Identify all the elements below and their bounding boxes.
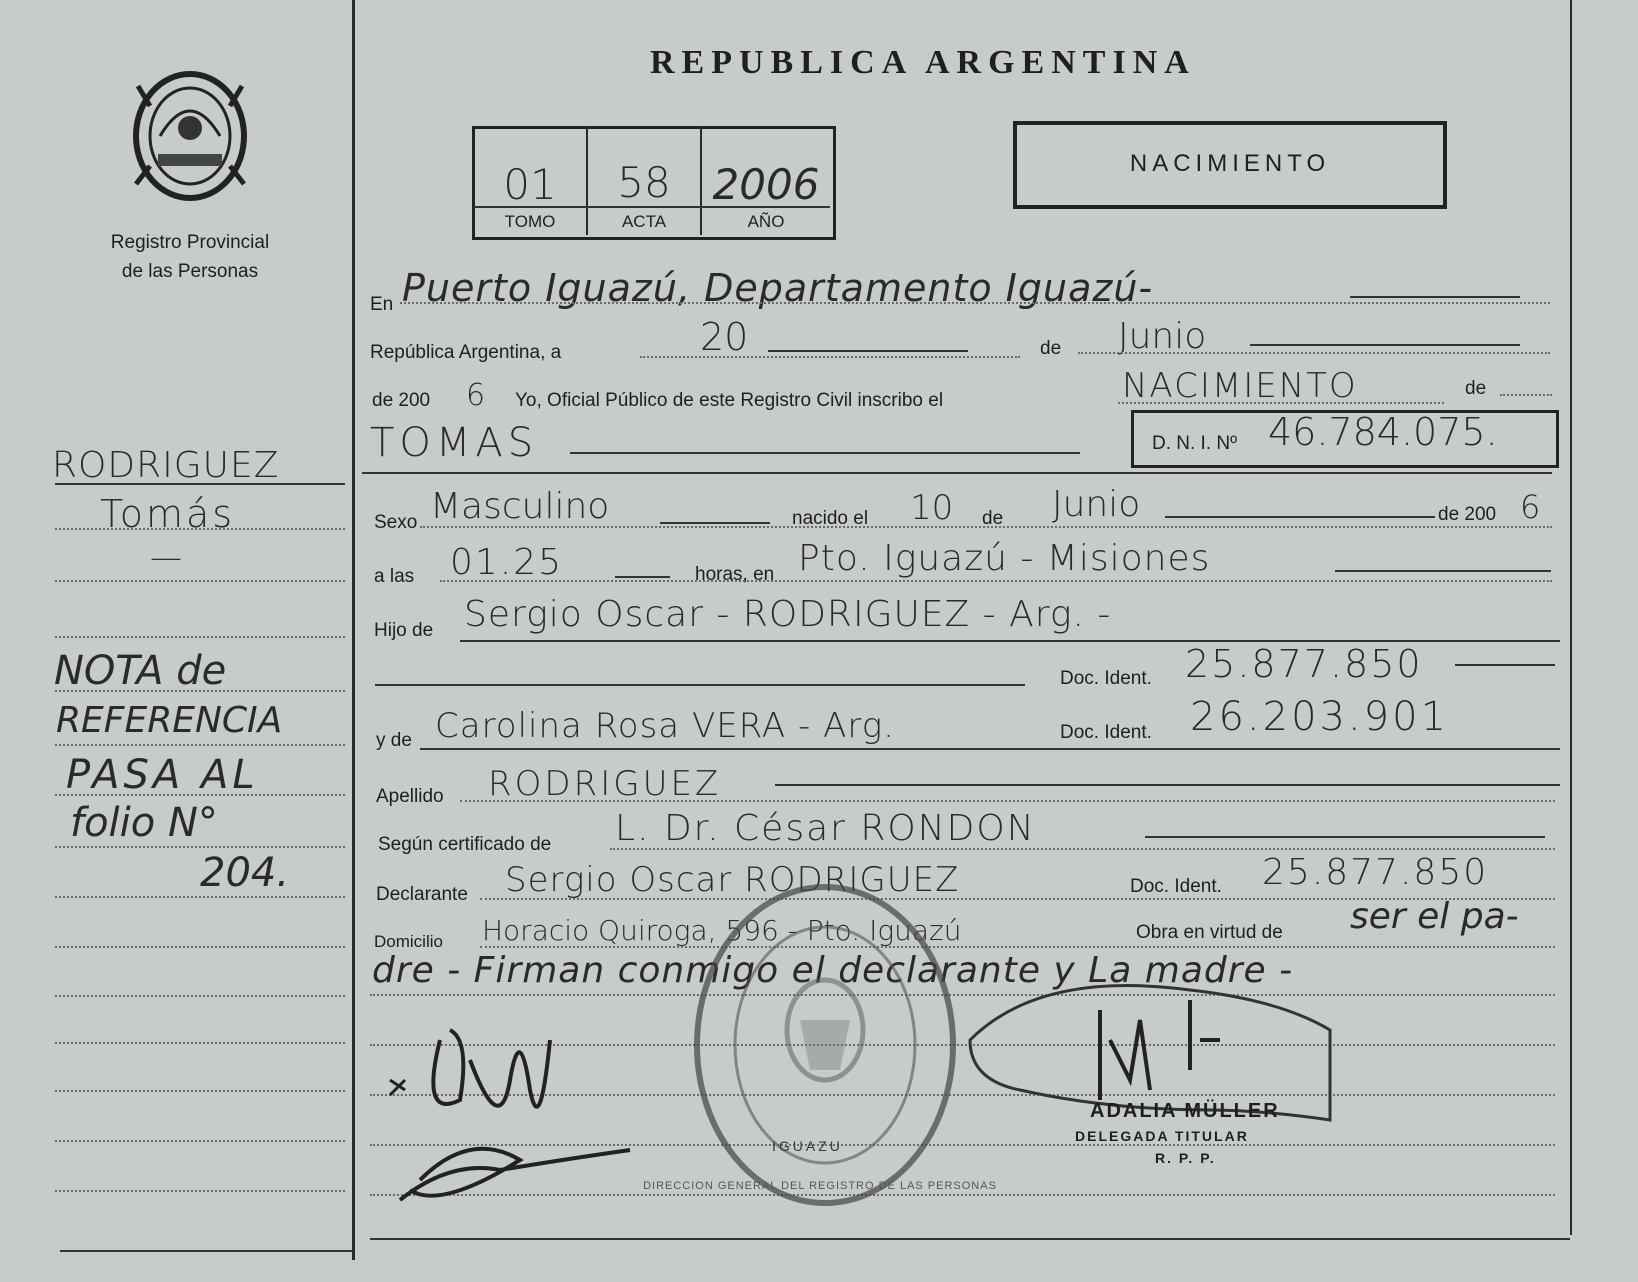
- tomo-label: TOMO: [504, 212, 556, 231]
- officer-title: DELEGADA TITULAR: [1075, 1128, 1249, 1144]
- declarante-doc-value: 25.877.850: [1262, 852, 1489, 893]
- right-border: [1570, 0, 1572, 1235]
- republica-label: República Argentina, a: [370, 342, 562, 363]
- en-label: En: [370, 294, 394, 315]
- father-doc-value: 25.877.850: [1185, 642, 1423, 686]
- margin-given-name: Tomás: [100, 492, 236, 536]
- act-type-dots: [1118, 402, 1444, 404]
- mother-doc-value: 26.203.901: [1190, 694, 1450, 740]
- child-name-value: TOMAS: [370, 420, 539, 466]
- margin-rule: [55, 528, 345, 530]
- mother-doc-label: Doc. Ident.: [1060, 722, 1152, 743]
- section-rule: [362, 472, 1552, 474]
- place-dots: [400, 302, 1550, 304]
- round-seal-city: IGUAZU: [772, 1138, 843, 1154]
- acta-value: 58: [617, 158, 671, 207]
- obra-value: ser el pa-: [1350, 896, 1519, 937]
- margin-surname: RODRIGUEZ: [52, 445, 280, 486]
- domicilio-dots: [480, 946, 1555, 948]
- certificado-value: L. Dr. César RONDON: [615, 808, 1036, 849]
- margin-rule: [55, 896, 345, 898]
- ano-value: 2006: [712, 160, 820, 209]
- place-line: [1350, 296, 1520, 298]
- margin-note-line5: 204.: [200, 850, 290, 896]
- margin-underline: [55, 483, 345, 485]
- declarante-doc-label: Doc. Ident.: [1130, 876, 1222, 897]
- father-value: Sergio Oscar - RODRIGUEZ - Arg. -: [464, 594, 1112, 635]
- father-line-2: [375, 684, 1025, 686]
- month-dots: [1078, 352, 1550, 354]
- father-doc-label: Doc. Ident.: [1060, 668, 1152, 689]
- father-doc-line: [1455, 664, 1555, 666]
- de-label3: de: [982, 508, 1004, 529]
- round-seal-icon: [690, 880, 960, 1210]
- closing-value: dre - Firman conmigo el declarante y La madre -: [372, 950, 1294, 991]
- birth-time-value: 01.25: [450, 542, 564, 583]
- declarant-signature-icon: [380, 1000, 640, 1210]
- margin-rule: [55, 690, 345, 692]
- sexo-label: Sexo: [374, 512, 418, 533]
- margin-rule: [55, 1190, 345, 1192]
- declarante-label: Declarante: [376, 884, 468, 905]
- yde-label: y de: [376, 730, 412, 751]
- alas-label: a las: [374, 566, 415, 587]
- birth-time-line: [615, 576, 670, 578]
- margin-rule: [55, 744, 345, 746]
- birth-place-value: Pto. Iguazú - Misiones: [798, 538, 1211, 579]
- registry-name-line1: Registro Provincial: [110, 232, 270, 253]
- margin-rule: [55, 995, 345, 997]
- domicilio-value: Horacio Quiroga, 596 - Pto. Iguazú: [482, 914, 962, 947]
- officer-text: Yo, Oficial Público de este Registro Civil inscribo el: [515, 390, 944, 411]
- officer-org: R. P. P.: [1155, 1150, 1216, 1166]
- de-label: de: [1040, 338, 1062, 359]
- mother-line: [420, 748, 1560, 750]
- document-type-title: NACIMIENTO: [1129, 150, 1331, 177]
- place-value: Puerto Iguazú, Departamento Iguazú-: [402, 266, 1154, 310]
- horas-label: horas, en: [695, 564, 775, 585]
- apellido-line: [775, 784, 1560, 786]
- year-digit: 6: [466, 378, 486, 413]
- certificado-line: [1145, 836, 1545, 838]
- tomo-value: 01: [503, 160, 557, 209]
- act-type-value: NACIMIENTO: [1122, 366, 1358, 406]
- margin-note-line3: PASA AL: [66, 752, 259, 798]
- margin-dash: —: [150, 538, 182, 576]
- margin-rule: [55, 1042, 345, 1044]
- segun-label: Según certificado de: [378, 834, 552, 855]
- acta-label: ACTA: [621, 212, 667, 231]
- day-line: [768, 350, 968, 352]
- obra-label: Obra en virtud de: [1136, 922, 1283, 943]
- birth-month-line: [1165, 516, 1435, 518]
- birth-day-value: 10: [910, 488, 954, 528]
- declarante-value: Sergio Oscar RODRIGUEZ: [505, 860, 960, 900]
- nacido-label: nacido el: [792, 508, 869, 529]
- certificado-dots: [610, 848, 1555, 850]
- margin-rule: [55, 846, 345, 848]
- margin-rule: [55, 1090, 345, 1092]
- margin-note-line2: REFERENCIA: [56, 700, 283, 741]
- day-value: 20: [700, 315, 749, 359]
- child-name-line: [570, 452, 1080, 454]
- year-prefix: de 200: [372, 390, 431, 411]
- birth-year-prefix: de 200: [1438, 504, 1497, 525]
- row5-dots: [420, 526, 1552, 528]
- bottom-rule: [370, 1238, 1570, 1240]
- country-title: REPUBLICA ARGENTINA: [650, 44, 1196, 81]
- sexo-line: [660, 522, 770, 524]
- ano-label: AÑO: [747, 212, 785, 231]
- margin-rule: [55, 794, 345, 796]
- birth-month-value: Junio: [1052, 484, 1141, 525]
- margin-bottom-rule: [60, 1250, 352, 1252]
- apellido-dots: [460, 800, 1555, 802]
- domicilio-label: Domicilio: [374, 932, 443, 951]
- margin-rule: [55, 1140, 345, 1142]
- provincial-seal-icon: [130, 66, 250, 206]
- round-seal-text: DIRECCION GENERAL DEL REGISTRO DE LAS PERSONAS: [643, 1180, 997, 1192]
- margin-rule: [55, 636, 345, 638]
- margin-note-line4: folio N°: [70, 800, 218, 846]
- margin-divider: [352, 0, 355, 1260]
- dni-value: 46.784.075.: [1268, 410, 1498, 454]
- sexo-value: Masculino: [430, 486, 610, 527]
- apellido-value: RODRIGUEZ: [488, 764, 722, 804]
- apellido-label: Apellido: [376, 786, 444, 807]
- day-dots: [640, 356, 1020, 358]
- row6-dots: [440, 580, 1552, 582]
- birth-year-digit: 6: [1520, 488, 1541, 526]
- de-label2: de: [1465, 378, 1487, 399]
- margin-note-line1: NOTA de: [54, 648, 227, 694]
- de-dots: [1500, 394, 1552, 396]
- birth-place-line: [1335, 570, 1551, 572]
- hijo-label: Hijo de: [374, 620, 434, 641]
- dni-label: D. N. I. Nº: [1152, 433, 1238, 454]
- officer-name: ADALIA MÜLLER: [1090, 1100, 1280, 1122]
- mother-value: Carolina Rosa VERA - Arg.: [435, 706, 895, 746]
- margin-rule: [55, 580, 345, 582]
- margin-rule: [55, 946, 345, 948]
- month-value: Junio: [1118, 316, 1207, 357]
- registry-name-line2: de las Personas: [121, 261, 259, 282]
- month-line: [1250, 344, 1520, 346]
